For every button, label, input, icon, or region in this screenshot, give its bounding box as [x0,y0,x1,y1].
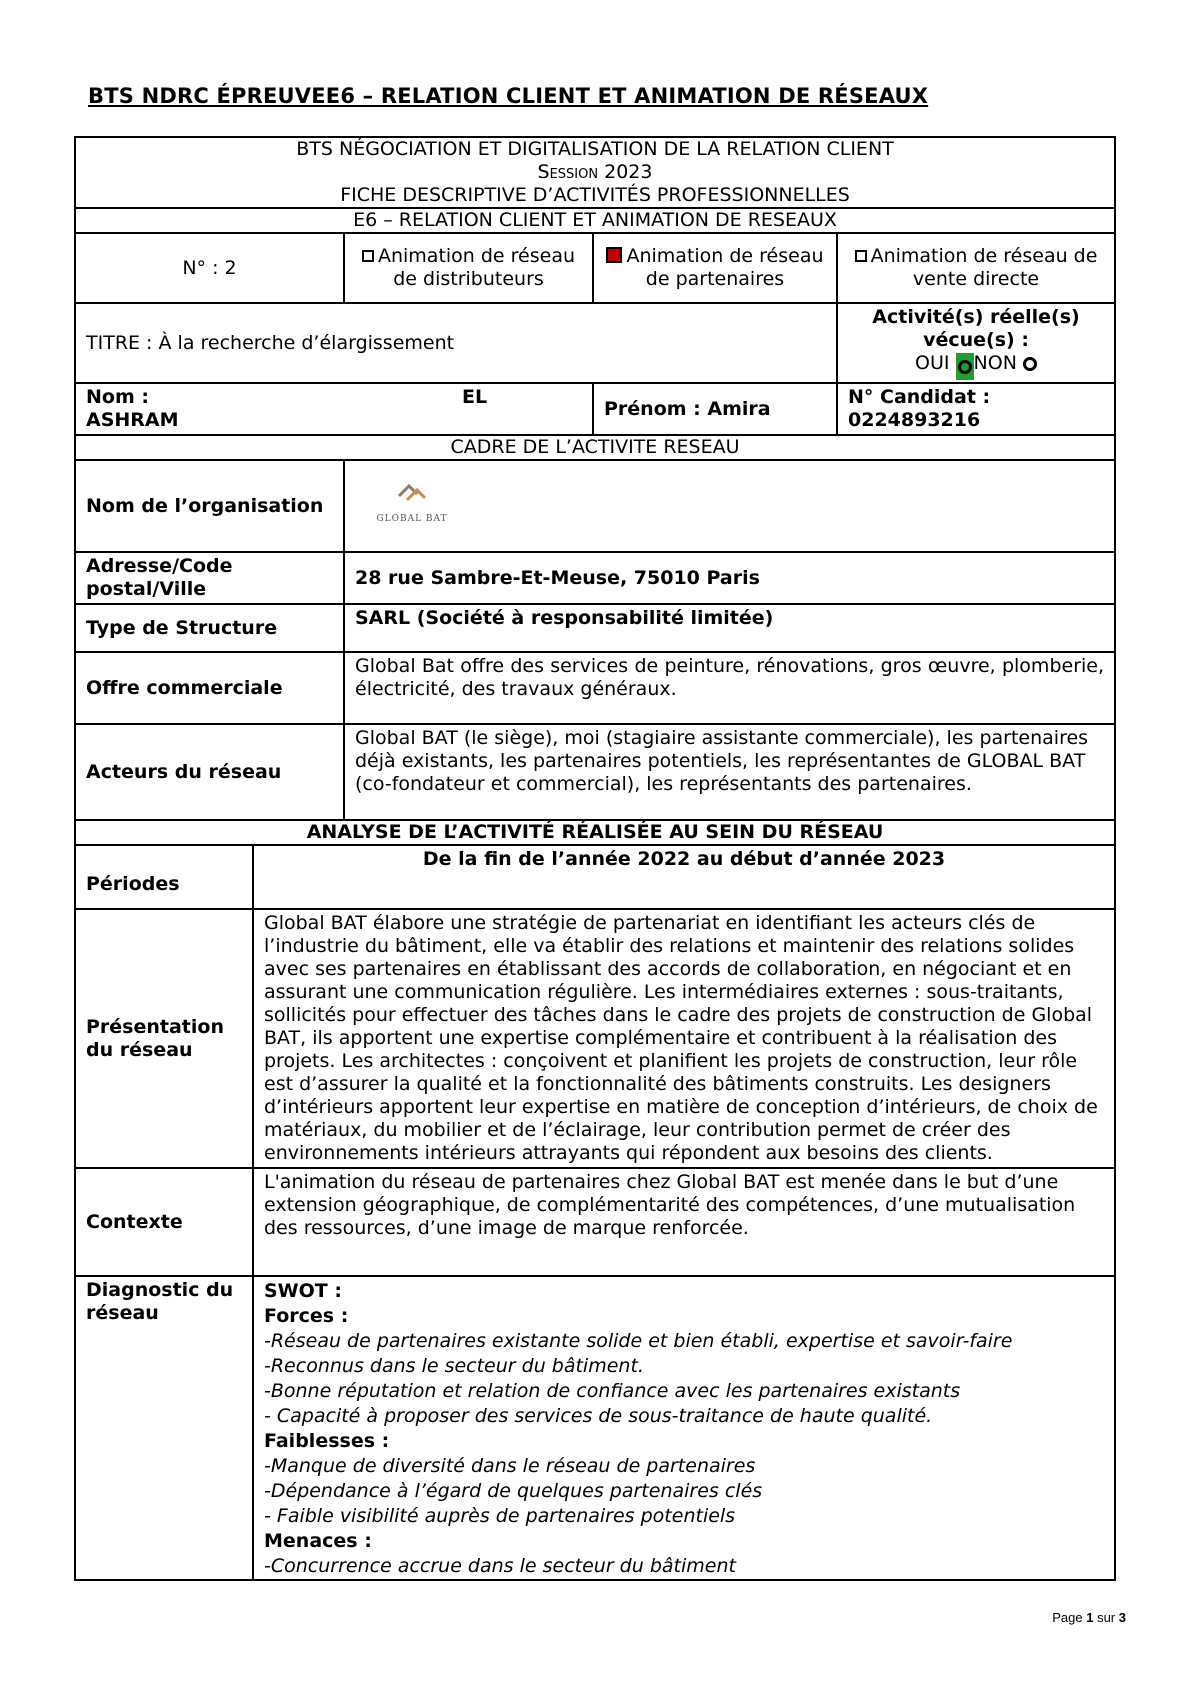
address-value: 28 rue Sambre-Et-Meuse, 75010 Paris [344,552,1115,604]
analyse-title-row [75,820,1115,845]
faiblesses-title: Faiblesses : [264,1430,390,1452]
option-distributeurs-label: Animation de réseau de distributeurs [377,245,576,290]
faiblesses-item: -Manque de diversité dans le réseau de partenaires [264,1455,756,1477]
periodes-label: Périodes [75,845,253,909]
periodes-value: De la fin de l’année 2022 au début d’année 2023 [253,845,1115,909]
analyse-section-title: ANALYSE DE L’ACTIVITÉ RÉALISÉE AU SEIN DU RÉSEAU [75,820,1115,845]
radio-selected-icon[interactable] [956,353,974,380]
structure-value: SARL (Société à responsabilité limitée) [344,604,1115,652]
presentation-value: Global BAT élabore une stratégie de partenariat en identifiant les acteurs clés de l’industrie du bâtiment, elle va établir des relations et maintenir des relations solides avec ses partenaires en établissant des accords de collaboration, en négociant et en assurant une communication régulière. Les intermédiaires externes : sous-traitants, sollicités pour effectuer des tâches dans le cadre des projets de construction de Global BAT, ils apportent une expertise complémentaire et contribuent à la réalisation des projets. Les architectes : conçoivent et planifient les projets de construction, leur rôle est d’assurer la qualité et la fonctionnalité des bâtiments construits. Les designers d’intérieurs apportent leur expertise en matière de conception d’intérieurs, de choix de matériaux, du mobilier et de l’éclairage, leur contribution permet de créer des environnements intérieurs attrayants qui répondent aux besoins des clients. [253,909,1115,1168]
activity-real-label: Activité(s) réelle(s) vécue(s) : [872,306,1080,351]
fiche-number: N° : 2 [75,233,344,303]
cadre-title-row [75,435,1115,460]
header-session: Session 2023 [537,161,653,183]
presentation-label: Présentation du réseau [75,909,253,1168]
epreuve-label: E6 – RELATION CLIENT ET ANIMATION DE RESEAUX [75,208,1115,233]
contexte-row [75,1168,1115,1276]
logo-mark-icon [395,482,429,504]
periodes-row [75,845,1115,909]
activity-real-cell [837,303,1115,383]
org-label: Nom de l’organisation [75,460,344,552]
candidat-label: N° Candidat : [848,386,991,408]
presentation-row [75,909,1115,1168]
activity-title: TITRE : À la recherche d’élargissement [75,303,837,383]
swot-title: SWOT : [264,1280,342,1302]
acteurs-value: Global BAT (le siège), moi (stagiaire assistante commerciale), les partenaires déjà existants, les partenaires potentiels, les représentantes de GLOBAL BAT (co-fondateur et commercial), les représentants des partenaires. [344,724,1115,820]
logo-text: GLOBAL BAT [376,513,448,524]
diagnostic-row [75,1276,1115,1580]
page-current: 1 [1086,1610,1094,1625]
forces-item: -Bonne réputation et relation de confiance avec les partenaires existants [264,1380,961,1402]
address-row [75,552,1115,604]
global-bat-logo [357,482,467,531]
acteurs-label: Acteurs du réseau [75,724,344,820]
nom-value-1: EL [462,386,488,408]
forces-title: Forces : [264,1305,349,1327]
diagnostic-content [253,1276,1115,1580]
checkbox-empty-icon[interactable] [362,250,374,262]
org-row [75,460,1115,552]
menaces-title: Menaces : [264,1530,372,1552]
header-line-3: FICHE DESCRIPTIVE D’ACTIVITÉS PROFESSIONNELLES [340,184,850,206]
offre-label: Offre commerciale [75,652,344,724]
activity-sheet-table [74,136,1116,1581]
menaces-item: -Concurrence accrue dans le secteur du bâtiment [264,1555,736,1577]
checkbox-checked-icon[interactable] [606,247,622,263]
forces-item: -Reconnus dans le secteur du bâtiment. [264,1355,644,1377]
options-row [75,233,1115,303]
faiblesses-item: -Dépendance à l’égard de quelques partenaires clés [264,1480,763,1502]
radio-empty-icon[interactable] [1023,357,1037,371]
header-line-1: BTS NÉGOCIATION ET DIGITALISATION DE LA RELATION CLIENT [296,138,894,160]
page-sep: sur [1097,1610,1116,1625]
offre-value: Global Bat offre des services de peinture, rénovations, gros œuvre, plomberie, électricité, des travaux généraux. [344,652,1115,724]
option-partenaires-label: Animation de réseau de partenaires [626,245,824,290]
nom-label: Nom : [86,386,149,408]
nom-value-2: ASHRAM [86,409,179,431]
option-partenaires[interactable] [593,233,837,303]
non-label: NON [973,352,1017,374]
candidat-number: 0224893216 [848,409,981,431]
structure-row [75,604,1115,652]
contexte-label: Contexte [75,1168,253,1276]
epreuve-row [75,208,1115,233]
option-vente-directe-label: Animation de réseau de vente directe [870,245,1098,290]
page-prefix: Page [1052,1610,1083,1625]
org-logo-cell [344,460,1115,552]
contexte-value: L'animation du réseau de partenaires chez Global BAT est menée dans le but d’une extension géographique, de complémentarité des compétences, d’une mutualisation des ressources, d’une image de marque renforcée. [253,1168,1115,1276]
candidate-row [75,383,1115,435]
document-title: BTS NDRC ÉPREUVEE6 – RELATION CLIENT ET ANIMATION DE RÉSEAUX [88,84,929,108]
diagnostic-label: Diagnostic du réseau [75,1276,253,1580]
forces-item: - Capacité à proposer des services de sous-traitance de haute qualité. [264,1405,933,1427]
faiblesses-item: - Faible visibilité auprès de partenaires potentiels [264,1505,736,1527]
option-vente-directe[interactable] [837,233,1115,303]
checkbox-empty-icon[interactable] [855,250,867,262]
page-total: 3 [1118,1610,1126,1625]
oui-label: OUI [915,352,950,374]
prenom-cell: Prénom : Amira [593,383,837,435]
address-label: Adresse/Code postal/Ville [75,552,344,604]
candidat-number-cell [837,383,1115,435]
acteurs-row [75,724,1115,820]
offre-row [75,652,1115,724]
candidate-name-cell [75,383,593,435]
page-footer [1052,1610,1126,1625]
cadre-section-title: CADRE DE L’ACTIVITE RESEAU [75,435,1115,460]
title-row [75,303,1115,383]
structure-label: Type de Structure [75,604,344,652]
option-distributeurs[interactable] [344,233,593,303]
header-row [75,137,1115,208]
forces-item: -Réseau de partenaires existante solide et bien établi, expertise et savoir-faire [264,1330,1013,1352]
